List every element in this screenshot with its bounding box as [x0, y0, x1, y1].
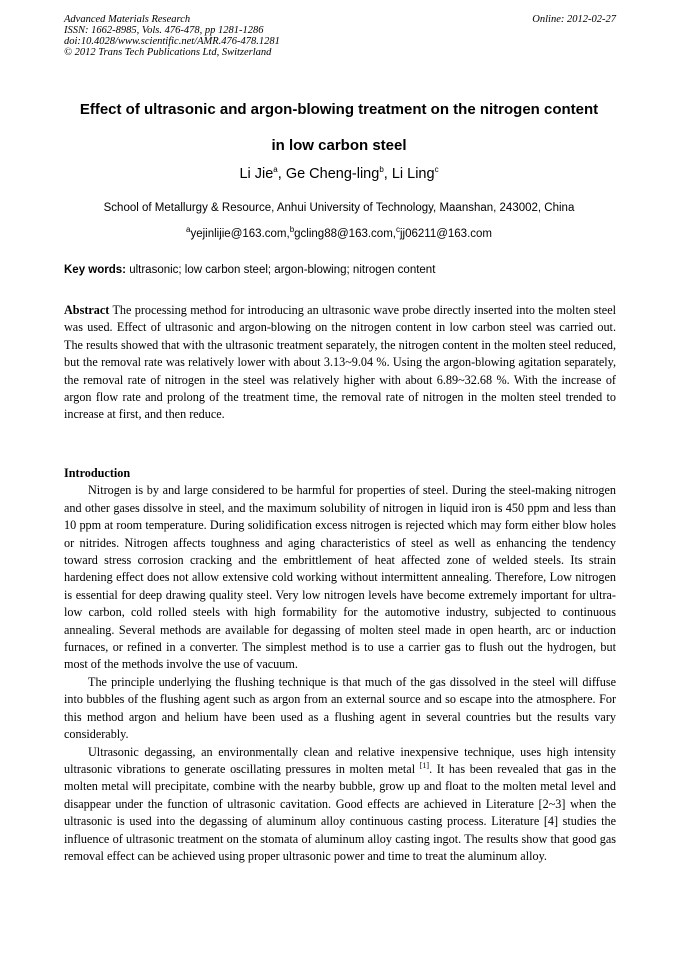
author-separator: ,: [277, 166, 286, 182]
title-line-1: Effect of ultrasonic and argon-blowing treatment on the nitrogen content: [79, 101, 599, 118]
email-superscript: b: [289, 225, 295, 235]
email-list: [0, 225, 678, 240]
paper-title: [52, 92, 626, 164]
author-separator: ,: [383, 166, 392, 182]
author-email[interactable]: jj06211@163.com: [399, 228, 493, 240]
paragraph: [64, 744, 616, 866]
abstract-label: Abstract: [64, 303, 110, 317]
author-superscript: b: [379, 165, 384, 175]
email-separator: ,: [286, 228, 290, 240]
paragraph-text: Ultrasonic degassing, an environmentally clean and relative inexpensive technique, uses high intensity ultrasonic vibrations to generate oscillating pressures in molten metal: [64, 744, 616, 776]
title-line-2: in low carbon steel: [271, 137, 407, 154]
email-separator: ,: [392, 228, 396, 240]
email-superscript: a: [185, 225, 191, 235]
paragraph: Nitrogen is by and large considered to be harmful for properties of steel. During the steel-making nitrogen and other gases dissolve in steel, and the maximum solubility of nitrogen in liquid iron is 450 ppm and less than 10 ppm at room temperature. During solidification excess nitrogen is rejected which may form either blow holes or nitrides. Nitrogen affects toughness and aging characteristics of steel as well as enhancing the tendency toward stress corrosion cracking and the embrittlement of heat affected zone of welded steels. Its strain hardening effect does not allow extensive cold working without intermittent annealing. Therefore, Low nitrogen is essential for deep drawing quality steel. Very low nitrogen levels have become extremely important for ultra-low carbon, cold rolled steels with high formability for the automotive industry, subjected to continuous annealing. Several methods are available for degassing of molten steel made in open hearth, arc or induction furnaces, or refined in a converter. The simplest method is to use a carrier gas to flush out the hydrogen, but most of the methods involve the use of vacuum.: [64, 483, 616, 672]
abstract-text: The processing method for introducing an ultrasonic wave probe directly inserted into the molten steel was used. Effect of ultrasonic and argon-blowing on the nitrogen content in low carbon steel was carried out. The results showed that with the ultrasonic treatment separately, the nitrogen content in the molten steel reduced, but the removal rate was relatively lower with about 3.13~9.04 %. Using the argon-blowing agitation separately, the removal rate of nitrogen in the steel was relatively higher with about 6.89~32.68 %. With the increase of argon flow rate and prolong of the treatment time, the removal rate of nitrogen in the molten steel trended to increase at first, and then reduce.: [64, 303, 616, 422]
issn-line: ISSN: 1662-8985, Vols. 476-478, pp 1281-1286: [64, 25, 264, 36]
author-list: [0, 166, 678, 182]
section-heading: Introduction: [64, 466, 131, 480]
abstract: [64, 302, 616, 424]
affiliation: School of Metallurgy & Resource, Anhui University of Technology, Maanshan, 243002, China: [103, 202, 575, 214]
author-email[interactable]: yejinlijie@163.com: [190, 228, 287, 240]
author-email[interactable]: gcling88@163.com: [294, 228, 393, 240]
online-date: Online: 2012-02-27: [532, 14, 616, 25]
citation-ref[interactable]: [1]: [419, 760, 430, 770]
author-name: Li Ling: [391, 166, 435, 182]
paragraph-text: . It has been revealed that gas in the molten metal will precipitate, combine with the nearby bubble, grow up and float to the molten metal level and disappear under the function of ultrasonic cavitation. Good effects are achieved in Literature [2~3] when the ultrasonic is used into the degassing of aluminum alloy continuous casting process. Literature [4] studies the influence of ultrasonic treatment on the stomata of aluminum alloy casting ingot. The results show that good gas removal effect can be achieved using proper ultrasonic power and time to treat the aluminum alloy.: [64, 761, 617, 863]
keywords: [64, 264, 616, 276]
journal-name: Advanced Materials Research: [64, 14, 191, 25]
keywords-label: Key words:: [64, 264, 126, 276]
keywords-text: ultrasonic; low carbon steel; argon-blowing; nitrogen content: [126, 264, 436, 276]
journal-header: [64, 14, 616, 58]
author-superscript: a: [273, 165, 278, 175]
email-superscript: c: [395, 225, 400, 235]
introduction-section: [64, 465, 616, 865]
author-superscript: c: [434, 165, 439, 175]
doi-link[interactable]: doi:10.4028/www.scientific.net/AMR.476-478.1281: [64, 36, 280, 47]
author-name: Ge Cheng-ling: [285, 166, 380, 182]
copyright-line: © 2012 Trans Tech Publications Ltd, Switzerland: [64, 47, 272, 58]
author-name: Li Jie: [239, 166, 274, 182]
paragraph: The principle underlying the flushing technique is that much of the gas dissolved in the steel will diffuse into bubbles of the flushing agent such as argon from an external source and so escape into the atmosphere. For this method argon and helium have been used as a flushing agent in several countries but the results vary considerably.: [64, 674, 616, 742]
